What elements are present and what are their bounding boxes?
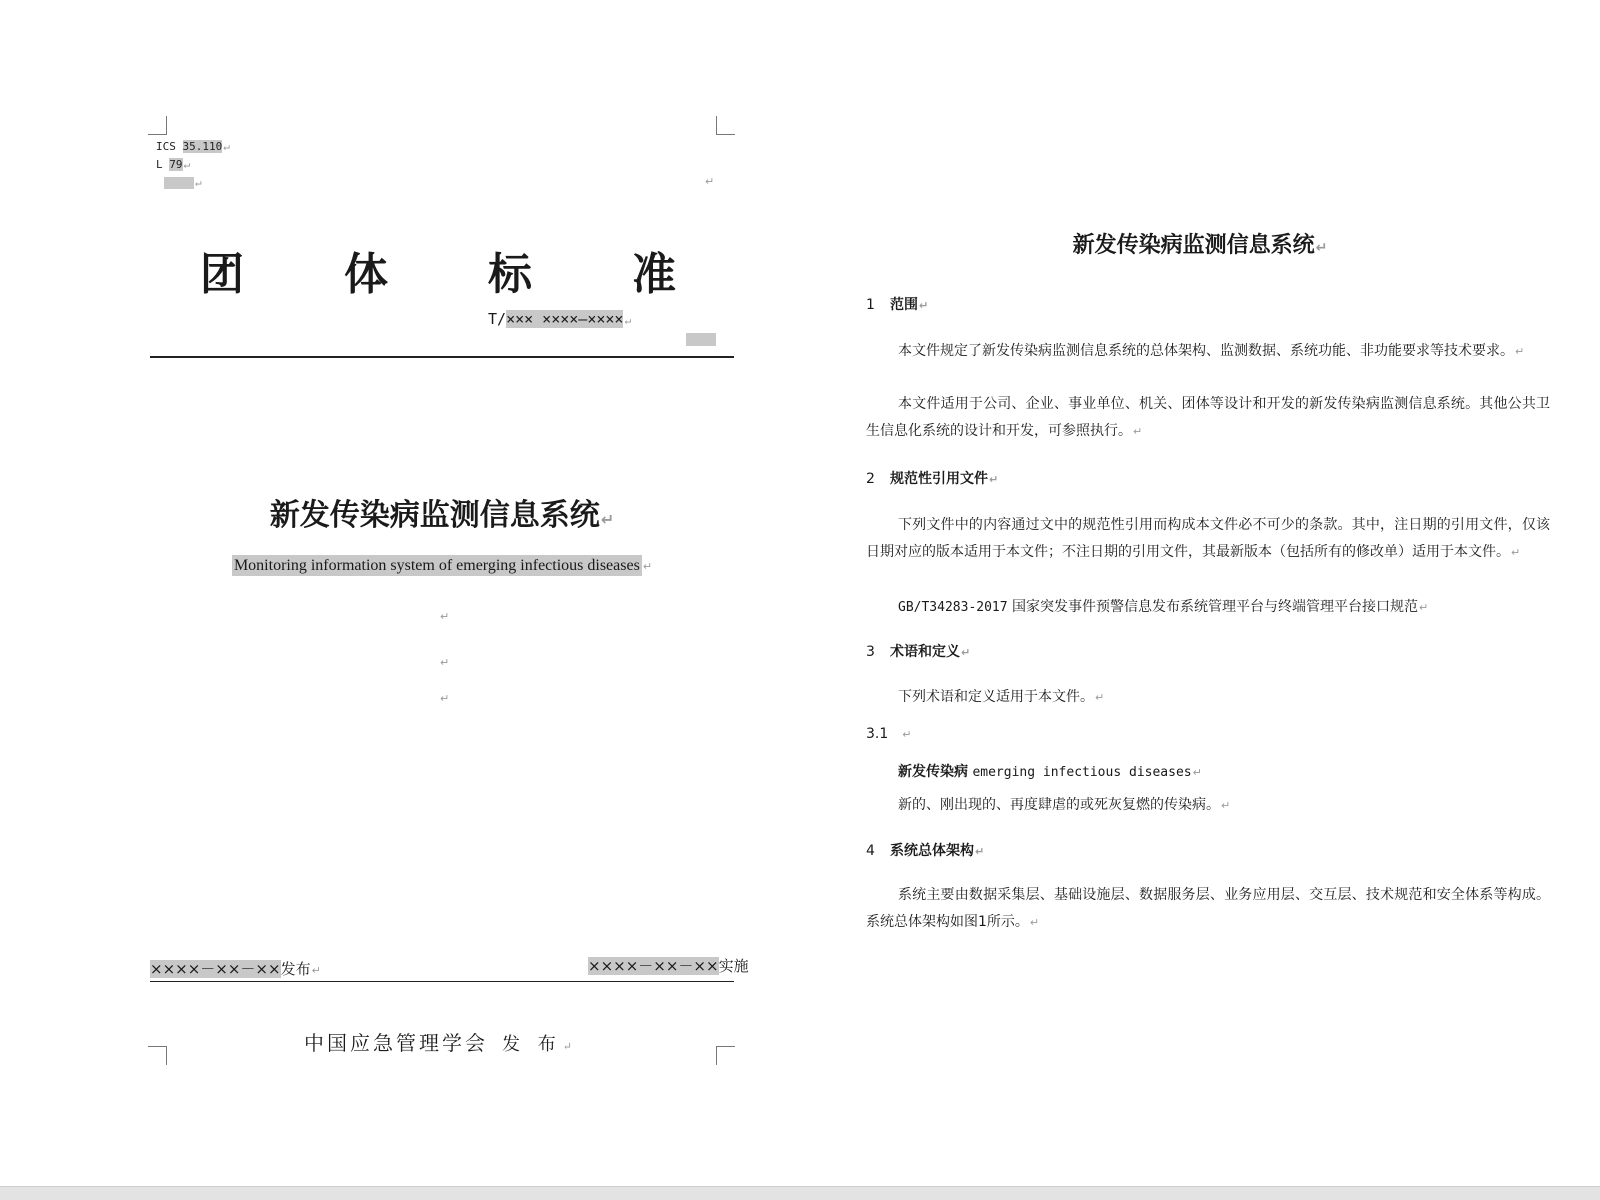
title-char: 团 bbox=[200, 249, 244, 300]
section-heading-scope bbox=[866, 294, 928, 314]
section-heading-text: 术语和定义 bbox=[890, 644, 960, 660]
term-entry bbox=[898, 761, 1202, 781]
code-body: ××× ××××—×××× bbox=[506, 310, 624, 328]
class-letter: L bbox=[156, 158, 163, 171]
paragraph-mark: ↵ bbox=[989, 473, 999, 486]
section-number: 4 bbox=[866, 843, 875, 859]
ics-code: 35.110 bbox=[182, 140, 223, 153]
reference-title: 国家突发事件预警信息发布系统管理平台与终端管理平台接口规范 bbox=[1012, 599, 1419, 615]
paragraph-text: 本文件规定了新发传染病监测信息系统的总体架构、监测数据、系统功能、非功能要求等技术要求。 bbox=[898, 343, 1514, 359]
paragraph-text: 本文件适用于公司、企业、事业单位、机关、团体等设计和开发的新发传染病监测信息系统。其他公共卫生信息化系统的设计和开发，可参照执行。 bbox=[866, 396, 1550, 439]
paragraph-text: 下列术语和定义适用于本文件。 bbox=[898, 689, 1094, 705]
paragraph-mark: ↵ bbox=[1315, 240, 1328, 256]
english-title-line bbox=[150, 555, 734, 575]
paragraph-mark: ↵ bbox=[183, 158, 191, 171]
paragraph-mark: ↵ bbox=[195, 176, 202, 189]
paragraph-mark: ↵ bbox=[440, 610, 450, 623]
publish-label: 发布 bbox=[280, 960, 311, 978]
section-heading-text: 规范性引用文件 bbox=[890, 471, 988, 487]
section-heading-text: 系统总体架构 bbox=[890, 843, 974, 859]
term-english: emerging infectious diseases bbox=[972, 765, 1192, 780]
code-prefix: T/ bbox=[488, 310, 507, 328]
term-chinese: 新发传染病 bbox=[898, 764, 968, 780]
paragraph-mark: ↵ bbox=[440, 692, 450, 705]
paragraph-mark: ↵ bbox=[705, 175, 715, 188]
paragraph-mark: ↵ bbox=[1029, 916, 1040, 929]
header-rule bbox=[150, 356, 734, 358]
paragraph-mark: ↵ bbox=[642, 560, 653, 573]
title-char: 体 bbox=[344, 249, 388, 300]
paragraph-mark: ↵ bbox=[562, 1040, 575, 1053]
redacted-field bbox=[686, 333, 716, 346]
paragraph bbox=[866, 882, 1550, 936]
paragraph bbox=[866, 684, 1550, 711]
normative-reference-item bbox=[898, 596, 1428, 616]
section-heading-terms bbox=[866, 641, 970, 661]
paragraph-mark: ↵ bbox=[1221, 799, 1231, 812]
effective-label: 实施 bbox=[718, 957, 749, 975]
standard-type-title bbox=[200, 238, 676, 302]
ics-label: ICS bbox=[156, 140, 176, 153]
cover-document-name bbox=[150, 490, 734, 534]
paragraph-mark: ↵ bbox=[1515, 345, 1525, 358]
reference-code: GB/T34283-2017 bbox=[898, 600, 1008, 615]
paragraph bbox=[866, 338, 1550, 365]
class-code: 79 bbox=[169, 158, 183, 171]
redacted-field bbox=[164, 177, 194, 189]
paragraph-mark: ↵ bbox=[440, 656, 450, 669]
paragraph-mark: ↵ bbox=[624, 314, 632, 327]
paragraph-mark: ↵ bbox=[1095, 691, 1105, 704]
section-number: 1 bbox=[866, 297, 875, 313]
crop-mark-bottom-right bbox=[716, 1046, 735, 1065]
paragraph-text: 下列文件中的内容通过文中的规范性引用而构成本文件必不可少的条款。其中，注日期的引用文件，仅该日期对应的版本适用于本文件；不注日期的引用文件，其最新版本（包括所有的修改单）适用于本文件。 bbox=[866, 517, 1550, 560]
paragraph bbox=[866, 391, 1550, 445]
title-char: 准 bbox=[632, 249, 676, 300]
window-bottom-bar bbox=[0, 1186, 1600, 1200]
paragraph-mark: ↵ bbox=[1192, 766, 1202, 779]
paragraph-mark: ↵ bbox=[600, 510, 615, 529]
paragraph-mark: ↵ bbox=[975, 845, 985, 858]
section-heading-normative-references bbox=[866, 468, 998, 488]
paragraph-mark: ↵ bbox=[1511, 546, 1521, 559]
footer-rule bbox=[150, 981, 734, 982]
section-number: 3 bbox=[866, 644, 875, 660]
document-title-text: 新发传染病监测信息系统 bbox=[1072, 233, 1315, 258]
paragraph-mark: ↵ bbox=[223, 140, 230, 153]
effective-date-value: ××××－××－×× bbox=[588, 957, 719, 975]
doc-name-text: 新发传染病监测信息系统 bbox=[269, 498, 600, 533]
crop-mark-top-left bbox=[148, 116, 167, 135]
issuer-action: 发 布 bbox=[502, 1034, 562, 1055]
paragraph-mark: ↵ bbox=[1133, 425, 1143, 438]
section-heading-text: 范围 bbox=[890, 297, 918, 313]
standard-number bbox=[488, 310, 631, 328]
title-char: 标 bbox=[488, 249, 532, 300]
subsection-number bbox=[866, 726, 911, 742]
document-title bbox=[860, 228, 1540, 259]
paragraph bbox=[866, 512, 1550, 566]
definition-text: 新的、刚出现的、再度肆虐的或死灰复燃的传染病。 bbox=[898, 797, 1220, 813]
crop-mark-top-right bbox=[716, 116, 735, 135]
publish-date-value: ××××－××－×× bbox=[150, 960, 281, 978]
effective-date bbox=[588, 955, 749, 976]
subsection-number-text: 3.1 bbox=[866, 726, 889, 742]
paragraph-mark: ↵ bbox=[902, 728, 912, 741]
paragraph-mark: ↵ bbox=[961, 646, 971, 659]
classification-codes bbox=[156, 138, 230, 192]
paragraph-mark: ↵ bbox=[919, 299, 929, 312]
section-heading-architecture bbox=[866, 840, 984, 860]
paragraph-text: 系统主要由数据采集层、基础设施层、数据服务层、业务应用层、交互层、技术规范和安全体系等构成。系统总体架构如图1所示。 bbox=[866, 887, 1550, 930]
publish-date bbox=[150, 958, 321, 979]
issuer-name: 中国应急管理学会 bbox=[304, 1031, 488, 1055]
crop-mark-bottom-left bbox=[148, 1046, 167, 1065]
paragraph-mark: ↵ bbox=[311, 964, 321, 977]
term-definition bbox=[898, 794, 1230, 814]
issuer bbox=[304, 1027, 575, 1056]
section-number: 2 bbox=[866, 471, 875, 487]
paragraph-mark: ↵ bbox=[1419, 601, 1429, 614]
english-title: Monitoring information system of emerging infectious diseases bbox=[233, 557, 640, 574]
